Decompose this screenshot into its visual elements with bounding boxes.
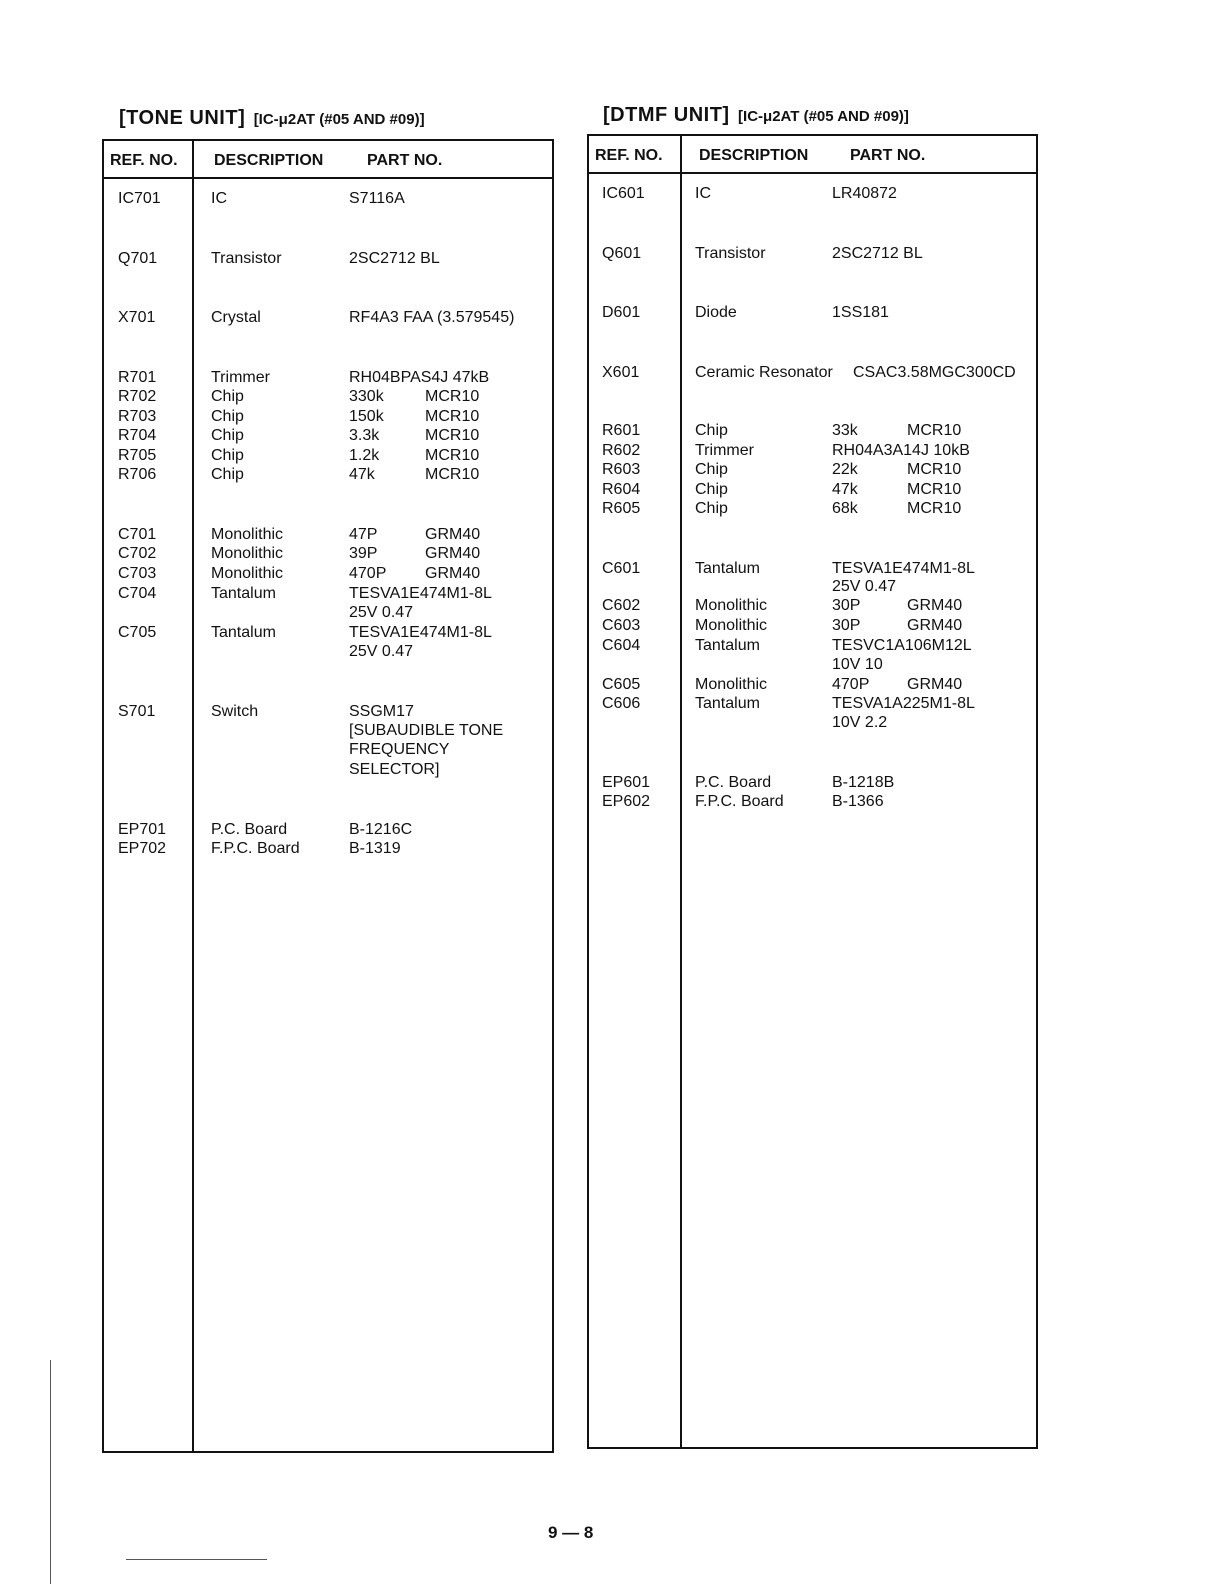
tone-cell-desc: Chip [211, 427, 244, 444]
tone-cell-desc: Crystal [211, 309, 261, 326]
dtmf-cell-ref: C604 [602, 637, 641, 654]
dtmf-cell-desc: Transistor [695, 245, 766, 262]
dtmf-cell-desc: Monolithic [695, 617, 768, 634]
dtmf-cell-desc: Tantalum [695, 560, 760, 577]
tone-cell-desc: Chip [211, 388, 244, 405]
tone-cell-ref: C705 [118, 624, 157, 641]
dtmf-cell-ref: IC601 [602, 185, 645, 202]
dtmf-cell-ref: X601 [602, 364, 640, 381]
tone-cell-ref: R701 [118, 369, 157, 386]
dtmf-cell-desc: P.C. Board [695, 774, 772, 791]
dtmf-header-part: PART NO. [850, 147, 926, 164]
dtmf-header-desc: DESCRIPTION [699, 147, 809, 164]
tone-cell-part: 25V 0.47 [349, 643, 414, 660]
tone-header-desc: DESCRIPTION [214, 152, 324, 169]
dtmf-cell-part2: MCR10 [907, 481, 962, 498]
tone-cell-ref: X701 [118, 309, 156, 326]
tone-cell-part2: MCR10 [425, 408, 480, 425]
page-number: 9 — 8 [548, 1523, 594, 1542]
dtmf-cell-desc: Chip [695, 481, 728, 498]
tone-cell-part: 47P [349, 526, 378, 543]
dtmf-cell-ref: R603 [602, 461, 641, 478]
dtmf-cell-ref: R602 [602, 442, 641, 459]
tone-unit-title-main: [TONE UNIT] [119, 107, 246, 129]
dtmf-cell-ref: R601 [602, 422, 641, 439]
dtmf-cell-ref: C602 [602, 597, 641, 614]
tone-cell-part: RH04BPAS4J 47kB [349, 369, 490, 386]
tone-cell-part2: GRM40 [425, 565, 481, 582]
dtmf-cell-ref: C605 [602, 676, 641, 693]
tone-cell-part: S7116A [349, 190, 405, 207]
dtmf-cell-part: B-1218B [832, 774, 895, 791]
tone-cell-desc: Trimmer [211, 369, 270, 386]
tone-header-ref: REF. NO. [110, 152, 178, 169]
dtmf-cell-desc: Chip [695, 500, 728, 517]
tone-cell-desc: Chip [211, 408, 244, 425]
tone-cell-part: FREQUENCY [349, 741, 450, 758]
dtmf-cell-part2: MCR10 [907, 422, 962, 439]
dtmf-cell-ref: C606 [602, 695, 641, 712]
dtmf-cell-part: 47k [832, 481, 858, 498]
tone-cell-ref: S701 [118, 703, 156, 720]
tone-unit-table [102, 139, 554, 1453]
dtmf-cell-part: 68k [832, 500, 858, 517]
dtmf-cell-ref: R605 [602, 500, 641, 517]
tone-cell-ref: R706 [118, 466, 157, 483]
dtmf-cell-desc: Chip [695, 461, 728, 478]
dtmf-cell-ref: Q601 [602, 245, 642, 262]
dtmf-cell-part: 1SS181 [832, 304, 889, 321]
tone-cell-part: TESVA1E474M1-8L [349, 624, 492, 641]
dtmf-cell-ref: C603 [602, 617, 641, 634]
dtmf-unit-title-main: [DTMF UNIT] [603, 104, 730, 126]
dtmf-cell-ref: EP601 [602, 774, 651, 791]
tone-cell-desc: Chip [211, 466, 244, 483]
tone-cell-ref: R703 [118, 408, 157, 425]
dtmf-cell-desc: Tantalum [695, 637, 760, 654]
tone-cell-part: 47k [349, 466, 375, 483]
dtmf-cell-part: LR40872 [832, 185, 897, 202]
tone-cell-part: [SUBAUDIBLE TONE [349, 722, 504, 739]
dtmf-cell-part: 10V 10 [832, 656, 883, 673]
tone-cell-desc: Switch [211, 703, 259, 720]
dtmf-cell-ref: R604 [602, 481, 641, 498]
tone-cell-desc: P.C. Board [211, 821, 288, 838]
tone-cell-ref: C704 [118, 585, 157, 602]
dtmf-cell-part: TESVA1A225M1-8L [832, 695, 975, 712]
tone-unit-title-sub: [IC-μ2AT (#05 AND #09)] [253, 111, 425, 128]
dtmf-cell-part: TESVC1A106M12L [832, 637, 972, 654]
dtmf-cell-part: 25V 0.47 [832, 578, 897, 595]
tone-cell-desc: IC [211, 190, 227, 207]
tone-cell-desc: Transistor [211, 250, 282, 267]
dtmf-unit-title-sub: [IC-μ2AT (#05 AND #09)] [738, 108, 909, 125]
tone-cell-part2: MCR10 [425, 466, 480, 483]
tone-cell-part: B-1216C [349, 821, 413, 838]
tone-cell-part: 3.3k [349, 427, 380, 444]
tone-unit-title [119, 107, 425, 130]
tone-cell-ref: IC701 [118, 190, 161, 207]
tone-cell-part: 330k [349, 388, 384, 405]
tone-cell-ref: C702 [118, 545, 157, 562]
tone-cell-part: RF4A3 FAA (3.579545) [349, 309, 515, 326]
tone-cell-ref: EP701 [118, 821, 167, 838]
tone-cell-ref: C701 [118, 526, 157, 543]
dtmf-cell-part: 30P [832, 597, 861, 614]
tone-cell-part2: MCR10 [425, 427, 480, 444]
dtmf-cell-desc: Trimmer [695, 442, 754, 459]
dtmf-cell-part2: GRM40 [907, 617, 963, 634]
tone-cell-desc: Chip [211, 447, 244, 464]
dtmf-cell-desc: IC [695, 185, 711, 202]
tone-cell-part: TESVA1E474M1-8L [349, 585, 492, 602]
tone-cell-part: 1.2k [349, 447, 380, 464]
dtmf-cell-desc: Diode [695, 304, 737, 321]
dtmf-cell-part: RH04A3A14J 10kB [832, 442, 970, 459]
dtmf-cell-part2: MCR10 [907, 500, 962, 517]
dtmf-cell-part2: MCR10 [907, 461, 962, 478]
dtmf-cell-part: 470P [832, 676, 870, 693]
tone-cell-ref: R702 [118, 388, 157, 405]
dtmf-cell-part: TESVA1E474M1-8L [832, 560, 975, 577]
dtmf-cell-desc: F.P.C. Board [695, 793, 784, 810]
dtmf-cell-part2: GRM40 [907, 676, 963, 693]
dtmf-cell-part: 30P [832, 617, 861, 634]
dtmf-cell-part: B-1366 [832, 793, 884, 810]
tone-cell-ref: C703 [118, 565, 157, 582]
dtmf-cell-desc: Monolithic [695, 676, 768, 693]
tone-cell-part2: MCR10 [425, 388, 480, 405]
tone-cell-desc: Monolithic [211, 545, 284, 562]
tone-cell-part: B-1319 [349, 840, 401, 857]
dtmf-cell-part: 22k [832, 461, 858, 478]
dtmf-unit-title [603, 104, 909, 127]
tone-cell-desc: Tantalum [211, 624, 276, 641]
tone-cell-part: 2SC2712 BL [349, 250, 440, 267]
dtmf-cell-desc: Ceramic Resonator [695, 364, 833, 381]
dtmf-unit-table [587, 134, 1038, 1449]
tone-cell-part2: GRM40 [425, 545, 481, 562]
tone-cell-part: 39P [349, 545, 378, 562]
tone-cell-part: 470P [349, 565, 387, 582]
tone-cell-ref: Q701 [118, 250, 158, 267]
dtmf-cell-ref: C601 [602, 560, 641, 577]
tone-cell-ref: EP702 [118, 840, 167, 857]
dtmf-header-ref: REF. NO. [595, 147, 663, 164]
dtmf-cell-desc: Chip [695, 422, 728, 439]
tone-col-divider [192, 141, 194, 1451]
dtmf-cell-desc: Monolithic [695, 597, 768, 614]
dtmf-cell-part2: GRM40 [907, 597, 963, 614]
tone-header-part: PART NO. [367, 152, 443, 169]
tone-cell-desc: Tantalum [211, 585, 276, 602]
tone-cell-part: SELECTOR] [349, 761, 440, 778]
dtmf-col-divider [680, 136, 682, 1447]
tone-cell-part: SSGM17 [349, 703, 414, 720]
tone-cell-desc: F.P.C. Board [211, 840, 300, 857]
margin-rule [50, 1360, 51, 1584]
dtmf-cell-desc: Tantalum [695, 695, 760, 712]
tone-cell-ref: R705 [118, 447, 157, 464]
tone-cell-part: 150k [349, 408, 384, 425]
tone-cell-desc: Monolithic [211, 526, 284, 543]
dtmf-cell-part: 2SC2712 BL [832, 245, 923, 262]
dtmf-cell-ref: EP602 [602, 793, 651, 810]
tone-cell-part2: GRM40 [425, 526, 481, 543]
tone-cell-desc: Monolithic [211, 565, 284, 582]
tone-cell-part: 25V 0.47 [349, 604, 414, 621]
tone-cell-part2: MCR10 [425, 447, 480, 464]
dtmf-cell-part: 33k [832, 422, 858, 439]
tone-cell-ref: R704 [118, 427, 157, 444]
dtmf-cell-ref: D601 [602, 304, 641, 321]
footer-rule [126, 1559, 267, 1560]
dtmf-cell-part: 10V 2.2 [832, 714, 888, 731]
dtmf-cell-part: CSAC3.58MGC300CD [853, 364, 1016, 381]
